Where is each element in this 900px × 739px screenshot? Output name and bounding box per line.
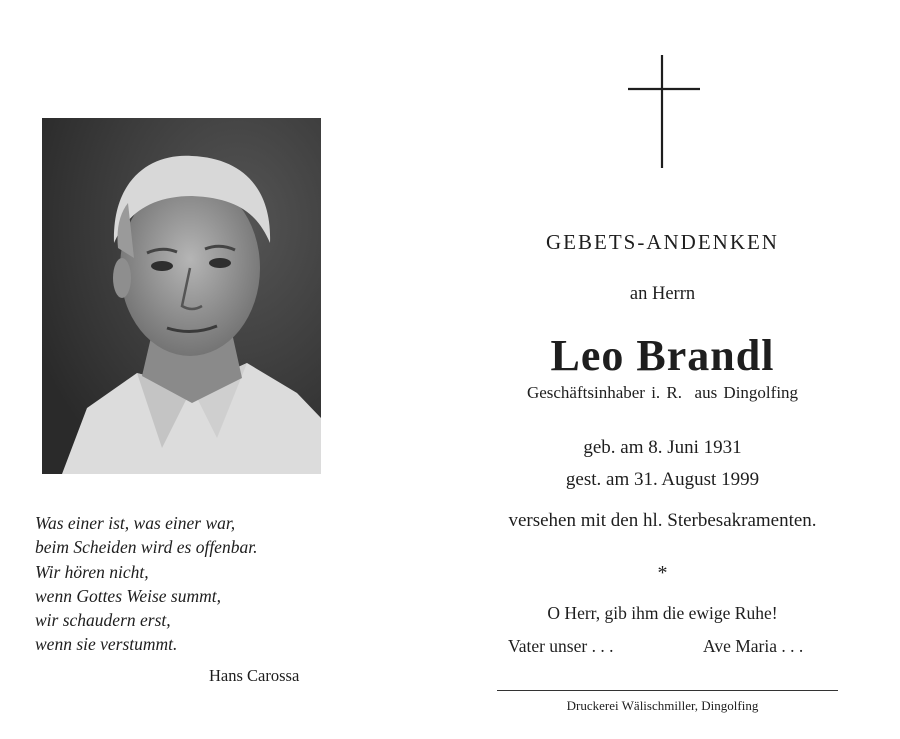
death-date: gest. am 31. August 1999	[565, 469, 760, 490]
divider-line	[497, 690, 838, 691]
poem-line: wenn Gottes Weise summt,	[35, 585, 222, 606]
poem-author: Hans Carossa	[209, 666, 300, 685]
portrait-photo	[42, 118, 321, 474]
occupation: Geschäftsinhaber i. R. aus Dingolfing	[526, 383, 799, 402]
poem-line: beim Scheiden wird es offenbar.	[35, 537, 258, 558]
sacraments-note: versehen mit den hl. Sterbesakramenten.	[508, 510, 817, 531]
poem-line: Wir hören nicht,	[35, 561, 149, 582]
prayer-ave-maria: Ave Maria . . .	[703, 636, 804, 656]
prayer-vater-unser: Vater unser . . .	[508, 636, 614, 656]
salutation: an Herrn	[629, 284, 696, 304]
poem-line: Was einer ist, was einer war,	[35, 513, 236, 533]
deceased-name: Leo Brandl	[550, 331, 775, 380]
birth-date: geb. am 8. Juni 1931	[583, 437, 742, 458]
poem-line: wenn sie verstummt.	[35, 634, 178, 655]
card-heading: GEBETS-ANDENKEN	[546, 230, 779, 254]
poem-line: wir schaudern erst,	[35, 610, 171, 631]
printer-credit: Druckerei Wälischmiller, Dingolfing	[566, 698, 759, 713]
separator-star: *	[657, 562, 668, 584]
latin-cross-icon	[628, 55, 700, 168]
poem	[35, 511, 335, 657]
prayer-line: O Herr, gib ihm die ewige Ruhe!	[547, 603, 778, 623]
